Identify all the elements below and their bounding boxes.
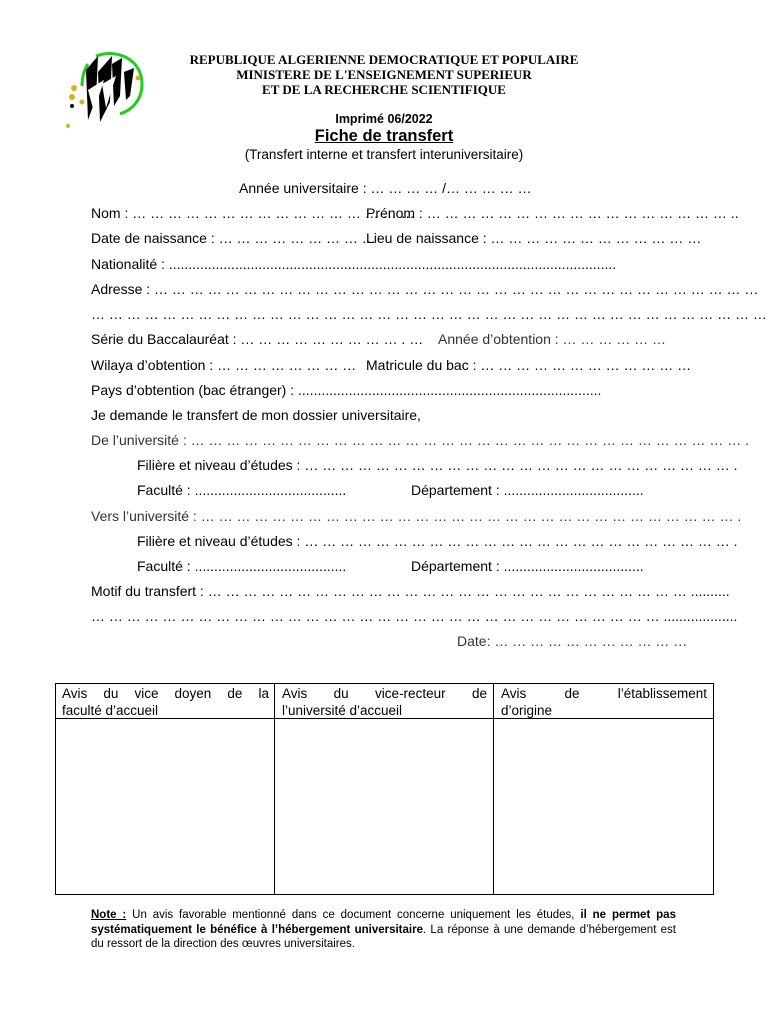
demande-statement: Je demande le transfert de mon dossier universitaire,	[91, 407, 421, 423]
vers-universite-field[interactable]: Vers l’université : … … … … … … … … … … … … … … … … … … … … … … … … … … … … … … .	[91, 508, 742, 524]
page-subtitle: (Transfert interne et transfert interuniversitaire)	[244, 147, 524, 162]
table-divider	[493, 684, 494, 894]
note-text-2: . La réponse à une demande d’hébergement est du ressort de la direction des œuvres universitaires.	[91, 923, 676, 950]
note-text-1: Un avis favorable mentionné dans ce document concerne uniquement les études,	[126, 909, 581, 921]
adresse-field[interactable]: Adresse : … … … … … … … … … … … … … … … … … … … … … … … … … … … … … … … … … …	[91, 281, 759, 297]
avis-etablissement-line1: Avis de l’établissement	[501, 686, 707, 701]
date-field[interactable]: Date: … … … … … … … … … … …	[457, 633, 688, 649]
matricule-bac-field[interactable]: Matricule du bac : … … … … … … … … … … … …	[366, 357, 692, 373]
lieu-naissance-field[interactable]: Lieu de naissance : … … … … … … … … … … … …	[366, 230, 702, 246]
pays-obtention-field[interactable]: Pays d’obtention (bac étranger) : ..............................................................................	[91, 382, 602, 398]
note-text-bold: il ne permet pas systématiquement le bénéfice à l’hébergement universitaire	[91, 909, 676, 936]
prenom-field[interactable]: Prénom : … … … … … … … … … … … … … … … … … ..	[366, 205, 739, 221]
departement-accueil-field[interactable]: Département : ....................................	[411, 558, 644, 574]
avis-vice-doyen-line2: faculté d’accueil	[62, 703, 159, 718]
avis-vice-recteur-line2: l’université d’accueil	[282, 703, 403, 718]
motif-transfert-field[interactable]: Motif du transfert : … … … … … … … … … … … … … … … … … … … … … … … … … … … ..........	[91, 583, 730, 599]
de-universite-field[interactable]: De l’université : … … … … … … … … … … … … … … … … … … … … … … … … … … … … … … … .	[91, 432, 750, 448]
table-divider	[274, 684, 275, 894]
avis-vice-doyen-header	[62, 685, 269, 719]
faculte-accueil-field[interactable]: Faculté : .......................................	[137, 558, 347, 574]
departement-origine-field[interactable]: Département : ....................................	[411, 482, 644, 498]
serie-bac-field[interactable]: Série du Baccalauréat : … … … … … … … … … . …	[91, 331, 424, 347]
filiere-niveau-accueil-field[interactable]: Filière et niveau d’études : … … … … … … … … … … … … … … … … … … … … … … … … .	[137, 533, 738, 549]
avis-vice-recteur-line1: Avis du vice-recteur de	[282, 686, 487, 701]
avis-table	[55, 683, 714, 895]
header-republique: REPUBLIQUE ALGERIENNE DEMOCRATIQUE ET POPULAIRE	[189, 52, 579, 67]
avis-vice-recteur-cell[interactable]	[276, 719, 492, 894]
filiere-niveau-origine-field[interactable]: Filière et niveau d’études : … … … … … … … … … … … … … … … … … … … … … … … … .	[137, 457, 738, 473]
header-recherche: ET DE LA RECHERCHE SCIENTIFIQUE	[262, 82, 506, 97]
avis-etablissement-origine-header	[501, 685, 707, 719]
avis-vice-doyen-line1: Avis du vice doyen de la	[62, 686, 269, 701]
motif-transfert-line2[interactable]: … … … … … … … … … … … … … … … … … … … … … … … … … … … … … … … … ...................	[91, 608, 738, 624]
faculte-origine-field[interactable]: Faculté : .......................................	[137, 482, 347, 498]
wilaya-obtention-field[interactable]: Wilaya d’obtention : … … … … … … … …	[91, 357, 357, 373]
adresse-field-line2[interactable]: … … … … … … … … … … … … … … … … … … … … … … … … … … … … … … … … … … … … … …	[91, 306, 767, 322]
avis-etablissement-origine-cell[interactable]	[495, 719, 713, 894]
annee-universitaire-field[interactable]: Année universitaire : … … … … /… … … … …	[239, 180, 532, 196]
note-paragraph	[91, 908, 676, 952]
header-ministere: MINISTERE DE L'ENSEIGNEMENT SUPERIEUR	[236, 67, 532, 82]
date-naissance-field[interactable]: Date de naissance : … … … … … … … … …	[91, 230, 376, 246]
annee-obtention-field[interactable]: Année d’obtention : … … … … … …	[438, 331, 666, 347]
note-label: Note :	[91, 909, 127, 921]
page-title: Fiche de transfert	[314, 127, 454, 145]
nationalite-field[interactable]: Nationalité : ...................................................................................................................	[91, 256, 617, 272]
nom-field[interactable]: Nom : … … … … … … … … … … … … … … … …	[91, 205, 415, 221]
avis-etablissement-line2: d’origine	[501, 703, 553, 718]
imprime-reference: Imprimé 06/2022	[335, 112, 433, 126]
avis-vice-doyen-cell[interactable]	[57, 719, 273, 894]
avis-vice-recteur-header	[282, 685, 487, 719]
